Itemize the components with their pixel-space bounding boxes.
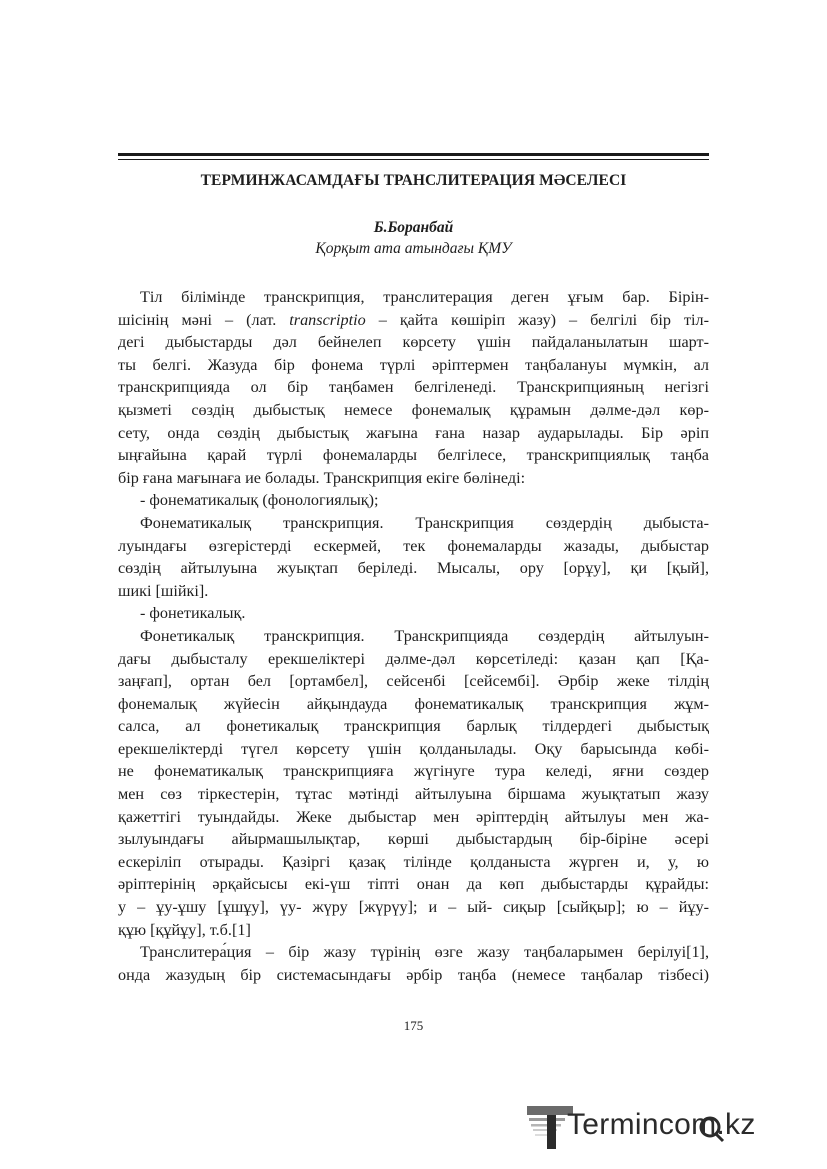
article-body bbox=[118, 286, 709, 986]
latin-term: transcriptio bbox=[289, 310, 366, 329]
body-line: құю [құйұу], т.б.[1] bbox=[118, 920, 251, 939]
body-line: әріптерінің әрқайсысы екі-үш тіпті онан да көп дыбыстарды құрайды: bbox=[118, 875, 709, 894]
body-line: қызметі сөздің дыбыстық немесе фонемалық құрамын дәлме-дәл көр- bbox=[118, 400, 709, 419]
article-title: ТЕРМИНЖАСАМДАҒЫ ТРАНСЛИТЕРАЦИЯ МӘСЕЛЕСІ bbox=[200, 172, 627, 189]
body-line: транскрипцияда ол бір таңбамен белгіленеді. Транскрипцияның негізгі bbox=[118, 378, 709, 397]
body-line: Тіл білімінде транскрипция, транслитерация деген ұғым бар. Бірін- bbox=[140, 288, 709, 306]
header-rule-thin bbox=[118, 159, 709, 160]
body-line: дағы дыбысталу ерекшеліктері дәлме-дәл көрсетіледі: қазан қап [Қа- bbox=[118, 649, 709, 668]
body-line: дегі дыбыстарды дәл бейнелеп көрсету үшін пайдаланылатын шарт- bbox=[118, 333, 709, 352]
page-number: 175 bbox=[403, 1018, 424, 1033]
body-line: бір ғана мағынаға ие болады. Транскрипция екіге бөлінеді: bbox=[118, 468, 526, 487]
body-line: ты белгі. Жазуда бір фонема түрлі әріптермен таңбалануы мүмкін, ал bbox=[118, 355, 709, 374]
body-line: луындағы өзгерістерді ескермей, тек фонемаларды жазады, дыбыстар bbox=[118, 536, 709, 555]
logo-text: Termincom.kz bbox=[567, 1108, 756, 1141]
body-text: шісінің мәні – (лат. bbox=[118, 310, 290, 329]
body-line: Транслитера́ция – бір жазу түрінің өзге жазу таңбаларымен берілуі[1], bbox=[140, 943, 709, 962]
body-line: не фонематикалық транскрипцияға жүгінуге тура келеді, яғни сөздер bbox=[118, 762, 709, 781]
body-line: ыңғайына қарай түрлі фонемаларды белгілесе, транскрипциялық таңба bbox=[118, 446, 709, 465]
header-rule-thick bbox=[118, 153, 709, 156]
body-line: онда жазудың бір системасындағы әрбір таңба (немесе таңбалар тізбесі) bbox=[118, 965, 709, 984]
body-text: – қайта көшіріп жазу) – белгілі бір тіл- bbox=[365, 310, 709, 329]
list-item: - фонетикалық. bbox=[140, 604, 246, 623]
body-line: сету, онда сөздің дыбыстық жағына ғана назар аударылады. Бір әріп bbox=[118, 423, 709, 442]
termincom-logo bbox=[527, 1096, 817, 1156]
body-line: ерекшеліктерді түгел көрсету үшін қолданылады. Оқу барысында көбі- bbox=[118, 739, 709, 758]
body-line: у – ұу-ұшу [ұшұу], үу- жүру [жүрүу]; и – ый- сиқыр [сыйқыр]; ю – йұу- bbox=[118, 898, 709, 917]
body-line: қажеттігі туындайды. Жеке дыбыстар мен әріптердің айтылуы мен жа- bbox=[118, 807, 709, 826]
body-line bbox=[118, 309, 709, 332]
body-line: мен сөз тіркестерін, тұтас мәтінді айтылуына біршама жуықтатып жазу bbox=[118, 785, 709, 804]
author-affiliation: Қорқыт ата атындағы ҚМУ bbox=[315, 240, 512, 257]
body-line: Фонетикалық транскрипция. Транскрипцияда сөздердің айтылуын- bbox=[140, 626, 709, 645]
body-line: зылуындағы айырмашылықтар, көрші дыбыстардың бір-біріне әсері bbox=[118, 830, 709, 849]
body-line: сөздің айтылуына жуықтап беріледі. Мысалы, ору [орұу], қи [қый], bbox=[118, 559, 709, 578]
author-name: Б.Боранбай bbox=[373, 219, 454, 236]
body-line: заңғап], ортан бел [ортамбел], сейсенбі [сейсембі]. Әрбір жеке тілдің bbox=[118, 672, 709, 691]
body-line: шикі [шійкі]. bbox=[118, 581, 209, 600]
body-line: ескеріліп отырады. Қазіргі қазақ тілінде қолданыста жүрген и, у, ю bbox=[118, 852, 709, 871]
body-line: Фонематикалық транскрипция. Транскрипция сөздердің дыбыста- bbox=[140, 513, 709, 532]
body-line: салса, ал фонетикалық транскрипция барлық тілдердегі дыбыстық bbox=[118, 717, 709, 736]
body-line: фонемалық жүйесін айқындауда фонематикалық транскрипция жұм- bbox=[118, 694, 709, 713]
list-item: - фонематикалық (фонологиялық); bbox=[140, 491, 379, 510]
